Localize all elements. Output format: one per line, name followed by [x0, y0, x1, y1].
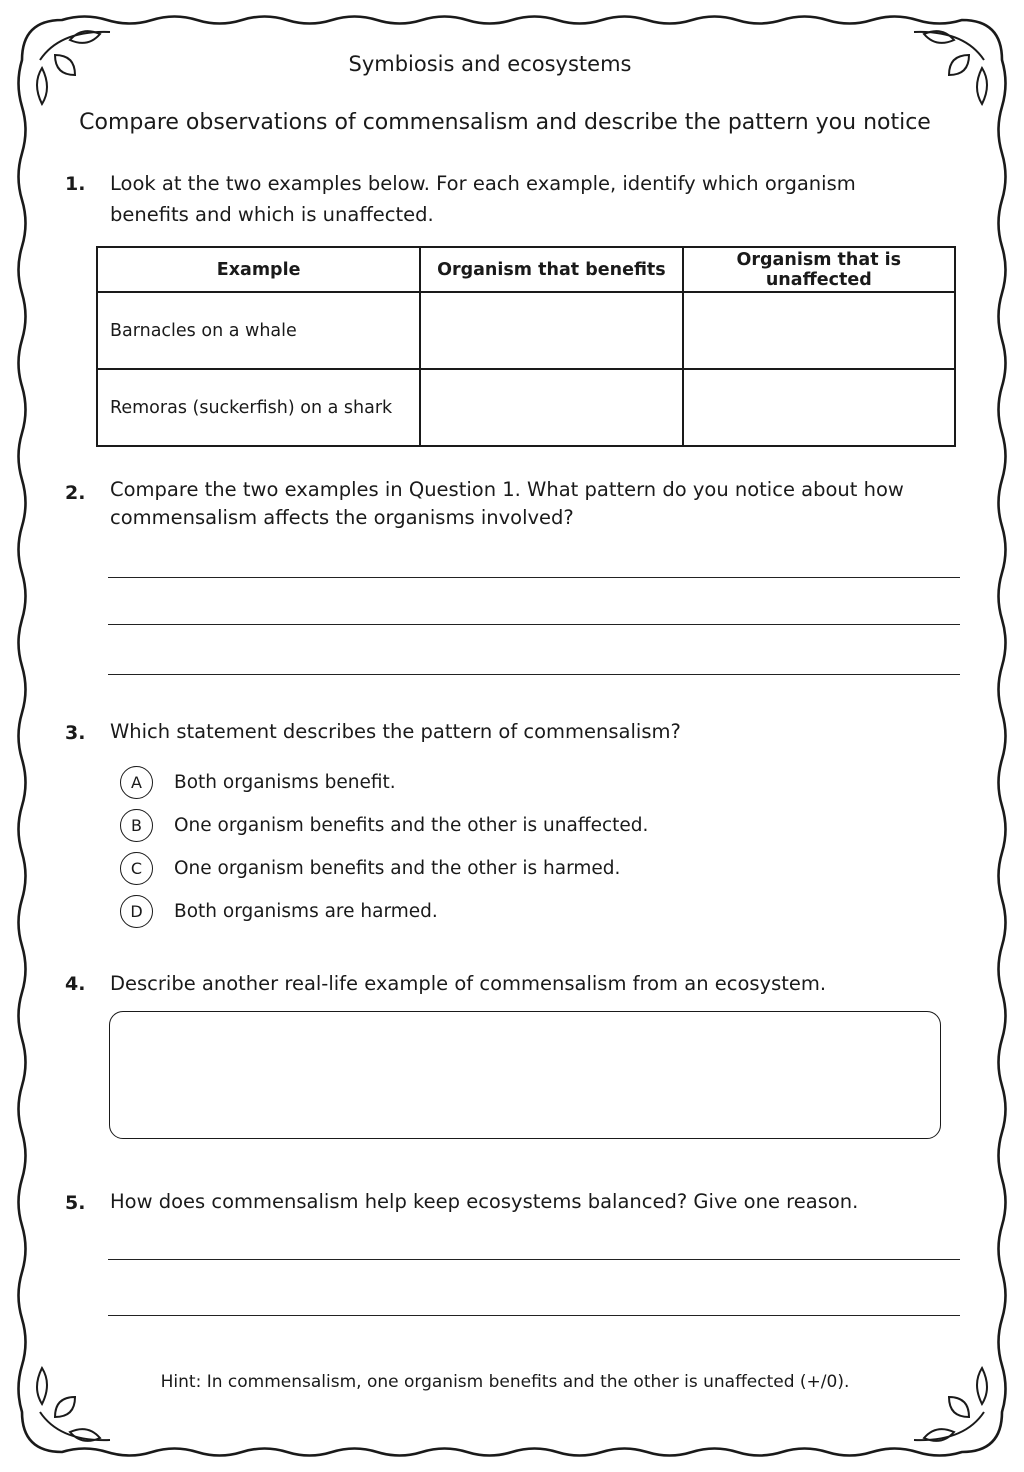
worksheet-subtitle: Compare observations of commensalism and describe the pattern you notice	[79, 110, 931, 135]
option-c[interactable]	[120, 850, 620, 886]
answer-line[interactable]	[108, 624, 960, 625]
question-4-text: Describe another real-life example of commensalism from an ecosystem.	[110, 972, 827, 995]
table-header-benefits: Organism that benefits	[420, 247, 682, 292]
answer-line[interactable]	[108, 674, 960, 675]
answer-box[interactable]	[109, 1011, 941, 1139]
table-cell-example: Remoras (suckerfish) on a shark	[97, 369, 420, 446]
table-cell-unaffected-answer[interactable]	[683, 292, 955, 369]
question-3-text: Which statement describes the pattern of commensalism?	[110, 720, 681, 743]
question-4-number: 4.	[65, 973, 86, 995]
question-1-line-1: Look at the two examples below. For each example, identify which organism	[110, 172, 856, 195]
option-letter-circle[interactable]: A	[120, 766, 153, 799]
table-header-row	[97, 247, 955, 292]
worksheet-title: Symbiosis and ecosystems	[348, 52, 632, 76]
question-2-line-1: Compare the two examples in Question 1. What pattern do you notice about how	[110, 478, 904, 501]
option-text: Both organisms benefit.	[174, 771, 396, 793]
option-text: Both organisms are harmed.	[174, 900, 438, 922]
question-1-text	[110, 168, 940, 230]
question-5-text: How does commensalism help keep ecosystems balanced? Give one reason.	[110, 1190, 859, 1213]
table-row	[97, 292, 955, 369]
table-row	[97, 369, 955, 446]
option-letter-circle[interactable]: D	[120, 895, 153, 928]
table-header-example: Example	[97, 247, 420, 292]
hint-text: Hint: In commensalism, one organism benefits and the other is unaffected (+/0).	[160, 1372, 850, 1392]
option-d[interactable]	[120, 893, 438, 929]
question-2-number: 2.	[65, 482, 86, 504]
option-a[interactable]	[120, 764, 396, 800]
question-5-number: 5.	[65, 1192, 86, 1214]
option-letter-circle[interactable]: B	[120, 809, 153, 842]
question-3-number: 3.	[65, 722, 86, 744]
question-1-line-2: benefits and which is unaffected.	[110, 203, 434, 226]
option-b[interactable]	[120, 807, 648, 843]
answer-line[interactable]	[108, 1315, 960, 1316]
table-cell-unaffected-answer[interactable]	[683, 369, 955, 446]
table-cell-benefits-answer[interactable]	[420, 292, 682, 369]
question-1-number: 1.	[65, 173, 86, 195]
option-letter-circle[interactable]: C	[120, 852, 153, 885]
answer-line[interactable]	[108, 577, 960, 578]
question-2-text	[110, 476, 940, 532]
table-cell-example: Barnacles on a whale	[97, 292, 420, 369]
table-cell-benefits-answer[interactable]	[420, 369, 682, 446]
question-2-line-2: commensalism affects the organisms involved?	[110, 506, 574, 529]
option-text: One organism benefits and the other is unaffected.	[174, 814, 649, 836]
option-text: One organism benefits and the other is harmed.	[174, 857, 621, 879]
observation-table	[96, 246, 956, 447]
table-header-unaffected: Organism that is unaffected	[683, 247, 955, 292]
answer-line[interactable]	[108, 1259, 960, 1260]
